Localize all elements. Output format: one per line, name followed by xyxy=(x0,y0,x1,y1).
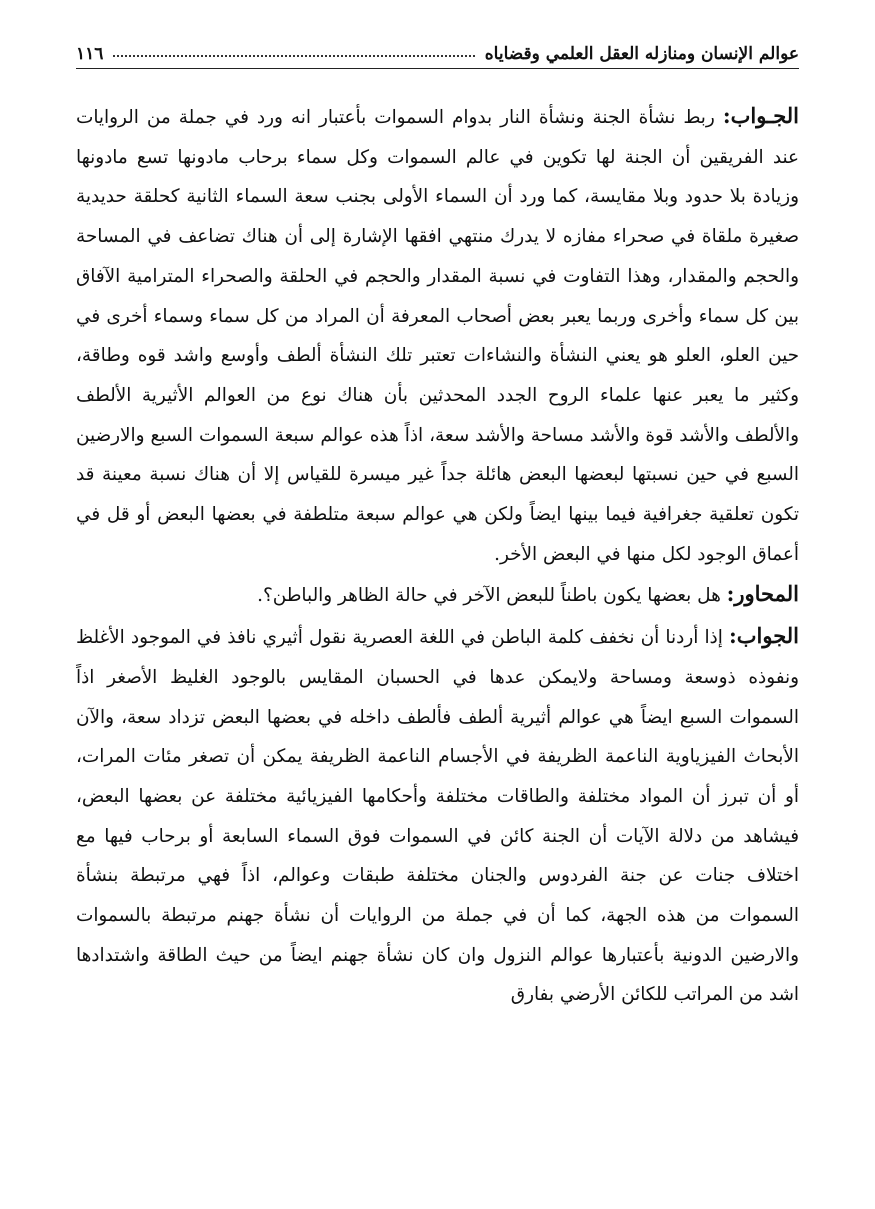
paragraph-text: هل بعضها يكون باطناً للبعض الآخر في حالة الظاهر والباطن؟. xyxy=(257,585,727,607)
page-number: ١١٦ xyxy=(76,44,104,64)
paragraph-question xyxy=(76,574,799,616)
running-title: عوالم الإنسان ومنازله العقل العلمي وقضاياه xyxy=(484,44,799,64)
paragraph-answer-1 xyxy=(76,96,799,574)
speaker-label: الجواب: xyxy=(729,623,799,649)
running-header xyxy=(76,30,799,64)
speaker-label: المحاور: xyxy=(726,581,799,607)
paragraph-text: ربط نشأة الجنة ونشأة النار بدوام السموات بأعتبار انه ورد في جملة من الروايات عند الفريقين أن الجنة لها تكوين في عالم السموات وكل سماء برحاب مادونها تسع مادونها وزيادة بلا حدود وبلا مقايسة، كما ورد أن السماء الأولى بجنب سعة السماء الثانية كحلقة حديدية صغيرة ملقاة في صحراء مفازه لا يدرك منتهي افقها الإشارة إلى أن هناك تضاعف في المساحة والحجم والمقدار، وهذا التفاوت في نسبة المقدار والحجم في الحلقة والصحراء المترامية الآفاق بين كل سماء وأخرى وربما يعبر بعض أصحاب المعرفة أن المراد من كل سماء وسماء أخرى في حين العلو، العلو هو يعني النشأة والنشاءات تعتبر تلك النشأة ألطف وأوسع واشد قوه وطاقة، وكثير ما يعبر عنها علماء الروح الجدد المحدثين بأن هناك نوع من العوالم الأثيرية الألطف والألطف والأشد قوة والأشد مساحة والأشد سعة، اذاً هذه عوالم سبعة السموات السبع والارضين السبع في حين نسبتها لبعضها البعض هائلة جداً غير ميسرة للقياس إلا أن هناك نسبة معينة قد تكون تعلقية جغرافية فيما بينها ايضاً ولكن هي عوالم سبعة متلطفة في بعضها البعض أو قل في أعماق الوجود لكل منها في البعض الأخر. xyxy=(76,107,799,565)
header-rule xyxy=(76,68,799,69)
paragraph-answer-2 xyxy=(76,616,799,1015)
paragraph-text: إذا أردنا أن نخفف كلمة الباطن في اللغة العصرية نقول أثيري نافذ في الموجود الأغلظ ونفوذه ذوسعة ومساحة ولايمكن عدها في الحسبان المقايس بالوجود الغليظ الأصغر اذاً السموات السبع ايضاً هي عوالم أثيرية ألطف فألطف داخله في بعضها البعض تزداد سعة، والآن الأبحاث الفيزياوية الناعمة الظريفة في الأجسام الناعمة الظريفة يمكن أن تصغر مئات المرات، أو أن تبرز أن المواد مختلفة والطاقات مختلفة وأحكامها الفيزيائية مختلفة عن بعضها البعض، فيشاهد من دلالة الآيات أن الجنة كائن في السموات فوق السماء السابعة أو برحاب فيها مع اختلاف جنات عن جنة الفردوس والجنان مختلفة طبقات وعوالم، اذاً فهي مرتبطة بنشأة السموات من هذه الجهة، كما أن في جملة من الروايات أن نشأة جهنم مرتبطة بالسموات والارضين الدونية بأعتبارها عوالم النزول وان كان نشأة جهنم ايضاً من حيث الطاقة واشتدادها اشد من المراتب للكائن الأرضي بفارق xyxy=(76,627,799,1006)
page-body xyxy=(76,96,799,1015)
dotted-leader xyxy=(113,54,474,57)
speaker-label: الجـواب: xyxy=(722,103,799,128)
